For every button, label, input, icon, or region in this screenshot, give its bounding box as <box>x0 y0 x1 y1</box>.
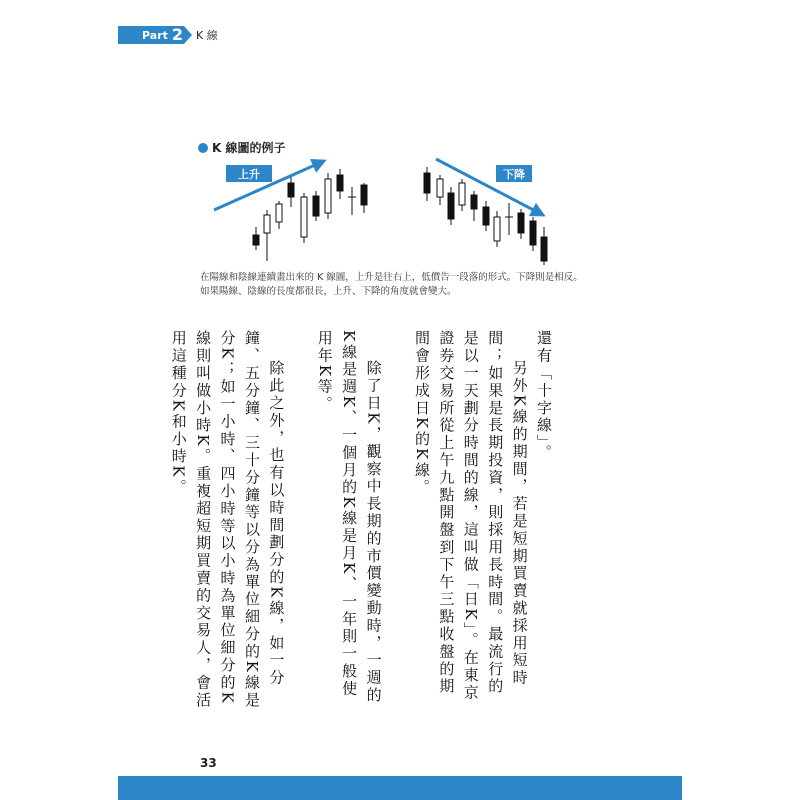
up-label: 上升 <box>238 168 260 181</box>
figure-caption: 在陽線和陰線連續畫出來的 K 線圖，上升是往右上，低價告一段落的形式。下降則是相反。如果陽線、陰線的長度都很長，上升、下降的角度就會變大。 <box>200 272 583 297</box>
down-label: 下降 <box>503 168 525 181</box>
figure-title <box>198 139 285 156</box>
uptrend-candles <box>253 169 367 261</box>
paragraph: 另外K線的期間，若是短期買賣就採用短時間；如果是長期投資，則採用長時間。最流行的是以一天劃分時間的線，這叫做「日K」。在東京證券交易所從上午九點開盤到下午三點收盤的期間會形成日K的K線。 <box>412 330 529 702</box>
part-badge <box>118 26 184 44</box>
candlestick-chart <box>200 155 580 267</box>
footer-bar <box>118 776 682 800</box>
part-number: 2 <box>171 25 184 44</box>
paragraph: 除了日K，觀察中長期的市價變動時，一週的K線是週K、一個月的K線是月K、一年則一般使用年K等。 <box>315 330 383 705</box>
figure-title-text: K 線圖的例子 <box>212 141 286 155</box>
chapter-title: K 線 <box>196 29 218 42</box>
paragraph: 除此之外，也有以時間劃分的K線，如一分鐘、五分鐘、三十分鐘等以分為單位細分的K線是分K；如一小時、四小時等以小時為單位細分的K線則叫做小時K。重複超短期買賣的交易人，會活用這種分K和小時K。 <box>169 330 286 710</box>
paragraph: 還有「十字線」。 <box>535 330 553 462</box>
part-badge-arrow <box>184 26 192 44</box>
vertical-body-text <box>169 330 556 710</box>
page-number: 33 <box>200 756 217 770</box>
bullet-dot-icon <box>198 143 208 153</box>
part-label: Part <box>142 28 168 42</box>
